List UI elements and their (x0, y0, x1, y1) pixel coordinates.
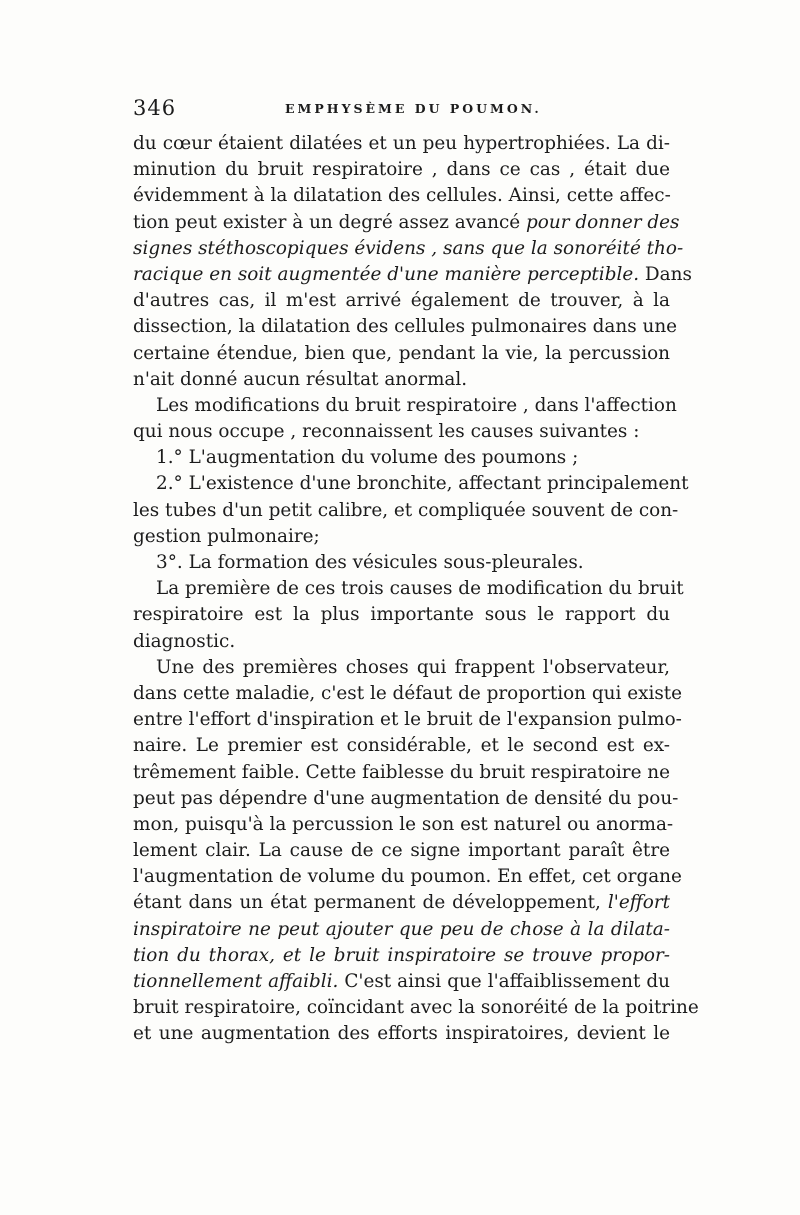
italic-text: signes stéthoscopiques évidens , sans que la sonoréité tho- (133, 237, 684, 259)
list-item: 2.° L'existence d'une bronchite, affectant principalement (156, 473, 689, 495)
text-line: racique en soit augmentée d'une manière perceptible. Dans (133, 263, 692, 285)
text-line: naire. Le premier est considérable, et le second est ex- (133, 735, 670, 757)
text-line: l'augmentation de volume du poumon. En effet, cet organe (133, 866, 682, 888)
text-line: respiratoire est la plus importante sous le rapport du (133, 604, 670, 626)
text-line: bruit respiratoire, coïncidant avec la sonoréité de la poitrine (133, 997, 699, 1019)
running-title: EMPHYSÈME DU POUMON. (285, 101, 542, 116)
text-line: mon, puisqu'à la percussion le son est naturel ou anorma- (133, 813, 674, 835)
page-header (133, 96, 670, 124)
text-line: tion peut exister à un degré assez avancé pour donner des (133, 211, 680, 233)
paragraph-end-line: diagnostic. (133, 630, 236, 652)
text-line (133, 943, 670, 969)
paragraph-end-line: gestion pulmonaire; (133, 525, 320, 547)
text-line: et une augmentation des efforts inspiratoires, devient le (133, 1023, 670, 1045)
text-line: tionnellement affaibli. C'est ainsi que l'affaiblissement du (133, 971, 670, 992)
text-line: certaine étendue, bien que, pendant la vie, la percussion (133, 342, 670, 364)
text-line: d'autres cas, il m'est arrivé également de trouver, à la (133, 290, 670, 312)
paragraph-first-line: Une des premières choses qui frappent l'observateur, (156, 656, 670, 678)
text-line: lement clair. La cause de ce signe important paraît être (133, 840, 670, 862)
text-line: peut pas dépendre d'une augmentation de densité du pou- (133, 787, 679, 809)
paragraph-end-line: n'ait donné aucun résultat anormal. (133, 368, 468, 390)
italic-text: pour donner des (526, 211, 680, 233)
italic-text: racique en soit augmentée d'une manière perceptible. (133, 263, 640, 285)
list-item: 3°. La formation des vésicules sous-pleurales. (156, 552, 584, 573)
paragraph-first-line: Les modifications du bruit respiratoire , dans l'affection (156, 394, 677, 416)
text-line: entre l'effort d'inspiration et le bruit de l'expansion pulmo- (133, 709, 682, 731)
italic-text: tionnellement affaibli. (133, 971, 339, 992)
text-line: minution du bruit respiratoire , dans ce cas , était due (133, 159, 670, 181)
list-item: 1.° L'augmentation du volume des poumons ; (156, 447, 579, 469)
italic-text: l'effort (607, 892, 670, 914)
text-line: étant dans un état permanent de développement, l'effort (133, 892, 670, 914)
text-line: du cœur étaient dilatées et un peu hypertrophiées. La di- (133, 133, 670, 154)
text-line: trêmement faible. Cette faiblesse du bruit respiratoire ne (133, 761, 671, 783)
italic-text: inspiratoire ne peut ajouter que peu de chose à la dilata- (133, 918, 670, 940)
text-line: évidemment à la dilatation des cellules. Ainsi, cette affec- (133, 185, 671, 207)
text-line (133, 917, 670, 943)
text-line: dans cette maladie, c'est le défaut de proportion qui existe (133, 682, 683, 704)
page-number: 346 (133, 96, 177, 120)
text-line: les tubes d'un petit calibre, et compliquée souvent de con- (133, 499, 679, 521)
text-line: qui nous occupe , reconnaissent les causes suivantes : (133, 421, 640, 443)
paragraph-first-line: La première de ces trois causes de modification du bruit (156, 578, 684, 600)
text-line (133, 236, 684, 262)
italic-text: tion du thorax, et le bruit inspiratoire se trouve propor- (133, 944, 670, 966)
text-line: dissection, la dilatation des cellules pulmonaires dans une (133, 316, 678, 338)
body-text (133, 131, 699, 1048)
